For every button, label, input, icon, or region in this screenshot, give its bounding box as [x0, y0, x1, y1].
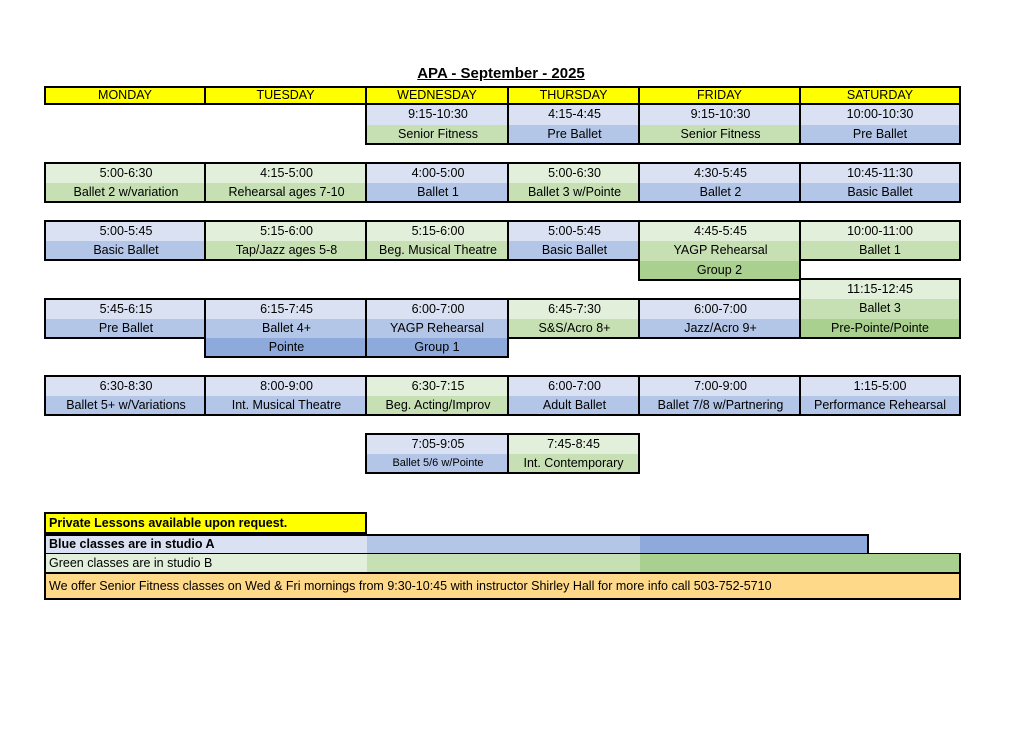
class-name: Tap/Jazz ages 5-8: [204, 241, 367, 261]
day-header-wednesday: WEDNESDAY: [365, 86, 509, 105]
class-name: Ballet 4+: [204, 319, 367, 338]
class-name: Ballet 1: [365, 183, 509, 203]
class-time: 5:00-6:30: [44, 162, 206, 183]
class-time: 5:00-6:30: [507, 162, 640, 183]
class-time: 6:00-7:00: [638, 298, 801, 319]
class-name: Pre Ballet: [507, 125, 640, 145]
class-time: 7:05-9:05: [365, 433, 509, 454]
class-name: Senior Fitness: [365, 125, 509, 145]
class-name: Performance Rehearsal: [799, 396, 961, 416]
class-time: 6:30-7:15: [365, 375, 509, 396]
senior-fitness-note: We offer Senior Fitness classes on Wed & Fri mornings from 9:30-10:45 with instructor Shirley Hall for more info call 503-752-5710: [44, 574, 961, 600]
day-header-saturday: SATURDAY: [799, 86, 961, 105]
class-time: 4:45-5:45: [638, 220, 801, 241]
class-time: 10:00-11:00: [799, 220, 961, 241]
class-time: 5:15-6:00: [365, 220, 509, 241]
class-time: 7:00-9:00: [638, 375, 801, 396]
class-time: 9:15-10:30: [365, 105, 509, 125]
class-name: Pre Ballet: [44, 319, 206, 339]
day-header-friday: FRIDAY: [638, 86, 801, 105]
legend-blue-dark-swatch: [640, 536, 867, 553]
class-time: 6:00-7:00: [507, 375, 640, 396]
class-time: 4:15-5:00: [204, 162, 367, 183]
class-name: S&S/Acro 8+: [507, 319, 640, 339]
class-time: 4:30-5:45: [638, 162, 801, 183]
class-time: 5:00-5:45: [44, 220, 206, 241]
class-time: 6:15-7:45: [204, 298, 367, 319]
class-extra: Group 1: [365, 338, 509, 358]
class-time: 5:45-6:15: [44, 298, 206, 319]
class-name: YAGP Rehearsal: [638, 241, 801, 261]
class-name: Ballet 7/8 w/Partnering: [638, 396, 801, 416]
class-name: Rehearsal ages 7-10: [204, 183, 367, 203]
class-name: Adult Ballet: [507, 396, 640, 416]
legend-green-text: Green classes are in studio B: [49, 556, 213, 570]
class-name: Ballet 1: [799, 241, 961, 261]
class-time: 9:15-10:30: [638, 105, 801, 125]
day-header-monday: MONDAY: [44, 86, 206, 105]
class-time: 10:00-10:30: [799, 105, 961, 125]
class-extra: Group 2: [638, 261, 801, 281]
legend-green-mid-swatch: [367, 554, 640, 572]
class-time: 6:30-8:30: [44, 375, 206, 396]
legend-green-row: [44, 553, 961, 574]
class-name: Ballet 5+ w/Variations: [44, 396, 206, 416]
legend-blue-text: Blue classes are in studio A: [49, 537, 215, 551]
legend-green-dark-swatch: [640, 554, 959, 572]
class-time: 5:15-6:00: [204, 220, 367, 241]
class-time: 10:45-11:30: [799, 162, 961, 183]
class-name: Beg. Acting/Improv: [365, 396, 509, 416]
class-name: Ballet 3 w/Pointe: [507, 183, 640, 203]
page-title: APA - September - 2025: [417, 65, 585, 82]
class-name: Jazz/Acro 9+: [638, 319, 801, 339]
class-name: Basic Ballet: [507, 241, 640, 261]
class-time: 1:15-5:00: [799, 375, 961, 396]
class-name: Basic Ballet: [799, 183, 961, 203]
class-name: Ballet 5/6 w/Pointe: [365, 454, 509, 474]
class-name: Ballet 2 w/variation: [44, 183, 206, 203]
legend-blue-mid-swatch: [367, 536, 640, 553]
day-header-tuesday: TUESDAY: [204, 86, 367, 105]
class-time: 8:00-9:00: [204, 375, 367, 396]
class-time: 6:00-7:00: [365, 298, 509, 319]
class-name: Basic Ballet: [44, 241, 206, 261]
class-name: Senior Fitness: [638, 125, 801, 145]
class-name: Int. Musical Theatre: [204, 396, 367, 416]
class-extra: Pointe: [204, 338, 367, 358]
class-name: Ballet 3: [799, 299, 961, 319]
class-name: Pre Ballet: [799, 125, 961, 145]
class-name: Ballet 2: [638, 183, 801, 203]
day-header-thursday: THURSDAY: [507, 86, 640, 105]
class-extra: Pre-Pointe/Pointe: [799, 319, 961, 339]
class-time: 4:00-5:00: [365, 162, 509, 183]
class-time: 4:15-4:45: [507, 105, 640, 125]
class-name: YAGP Rehearsal: [365, 319, 509, 338]
legend-blue-row: [44, 534, 869, 553]
class-time: 11:15-12:45: [799, 278, 961, 299]
class-time: 6:45-7:30: [507, 298, 640, 319]
class-time: 5:00-5:45: [507, 220, 640, 241]
class-name: Int. Contemporary: [507, 454, 640, 474]
class-time: 7:45-8:45: [507, 433, 640, 454]
private-lessons-note: Private Lessons available upon request.: [44, 512, 367, 534]
class-name: Beg. Musical Theatre: [365, 241, 509, 261]
